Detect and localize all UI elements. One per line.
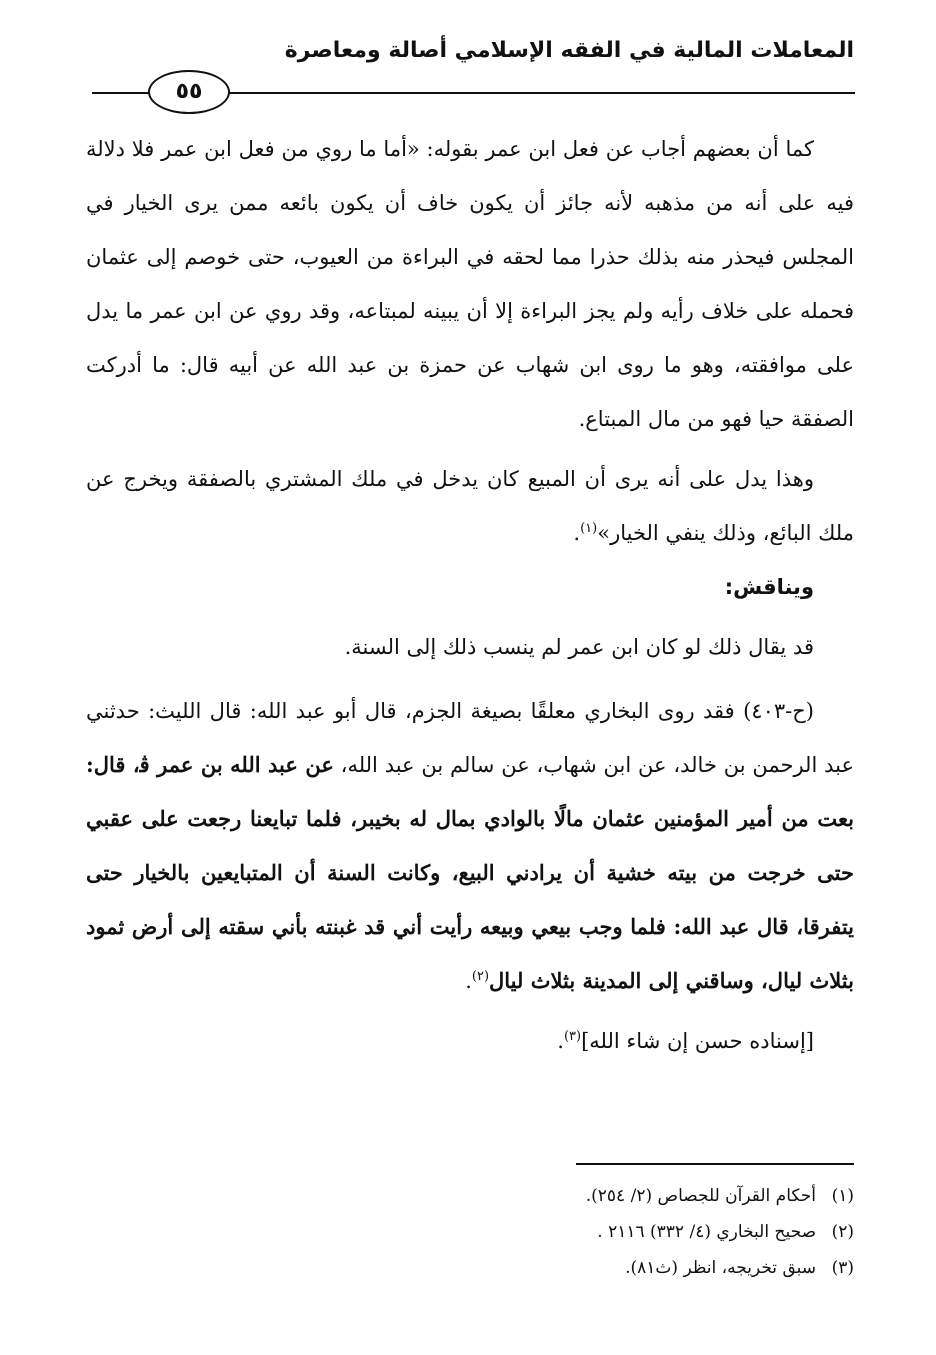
subheading-discussion: ويناقش: [724, 575, 814, 599]
footnote-separator [576, 1163, 854, 1165]
paragraph-4 [86, 684, 854, 1008]
footnote-text: أحكام القرآن للجصاص (٢/ ٢٥٤). [585, 1186, 816, 1206]
footnote-text: سبق تخريجه، انظر (ث٨١). [625, 1258, 816, 1278]
page-number-badge: ٥٥ [148, 70, 230, 114]
footnote-ref-1: (١) [580, 521, 598, 536]
main-text [86, 122, 854, 1068]
footnote-ref-3: (٣) [563, 1029, 582, 1044]
isnad-grade: [إسناده حسن إن شاء الله] [581, 1029, 814, 1053]
paragraph-2 [86, 452, 854, 560]
footnote-item [94, 1178, 854, 1214]
footnote-item [94, 1214, 854, 1250]
footnote-text: صحيح البخاري (٤/ ٣٣٢) ٢١١٦ . [597, 1222, 816, 1242]
paragraph-4-end: . [465, 969, 472, 993]
footnotes [94, 1178, 854, 1286]
paragraph-5 [86, 1014, 854, 1068]
footnote-ref-2: (٢) [471, 969, 490, 984]
paragraph-1: كما أن بعضهم أجاب عن فعل ابن عمر بقوله: «أما ما روي من فعل ابن عمر فلا دلالة فيه على أنه من مذهبه لأنه جائز أن يكون خاف أن يكون بائعه ممن يرى الخيار في المجلس فيحذر منه بذلك حذرا مما لحقه في البراءة من العيوب، حتى خوصم إلى عثمان فحمله على خلاف رأيه ولم يجز البراءة إلا أن يبينه لمبتاعه، وقد روي عن ابن عمر ما يدل على موافقته، وهو ما روى ابن شهاب عن حمزة بن عبد الله عن أبيه قال: ما أدركت الصفقة حيا فهو من مال المبتاع. [86, 137, 854, 431]
hadith-text: عن عبد الله بن عمر ﭬ، قال: بعت من أمير المؤمنين عثمان مالًا بالوادي بمال له بخيبر، فلما تبايعنا رجعت على عقبي حتى خرجت من بيته خشية أن يرادني البيع، وكانت السنة أن المتبايعين بالخيار حتى يتفرقا، قال عبد الله: فلما وجب بيعي وبيعه رأيت أني قد غبنته بأني سقته إلى أرض ثمود بثلاث ليال، وساقني إلى المدينة بثلاث ليال [86, 752, 854, 993]
footnote-number: (٢) [831, 1222, 854, 1242]
paragraph-3: قد يقال ذلك لو كان ابن عمر لم ينسب ذلك إلى السنة. [344, 635, 814, 659]
paragraph-5-end: . [557, 1029, 564, 1053]
running-header-title: المعاملات المالية في الفقه الإسلامي أصالة ومعاصرة [284, 38, 854, 63]
paragraph-2-end: . [573, 521, 581, 545]
footnote-item [94, 1250, 854, 1286]
footnote-number: (٣) [831, 1258, 854, 1278]
hadith-intro: (ح-٤٠٣) فقد روى البخاري معلقًا بصيغة الجزم، قال أبو عبد الله: قال الليث: حدثني عبد الرحمن بن خالد، عن ابن شهاب، عن سالم بن عبد الله، [86, 699, 854, 777]
paragraph-2-text: وهذا يدل على أنه يرى أن المبيع كان يدخل في ملك المشتري بالصفقة ويخرج عن ملك البائع، وذلك ينفي الخيار» [86, 467, 854, 545]
footnote-number: (١) [831, 1186, 854, 1206]
